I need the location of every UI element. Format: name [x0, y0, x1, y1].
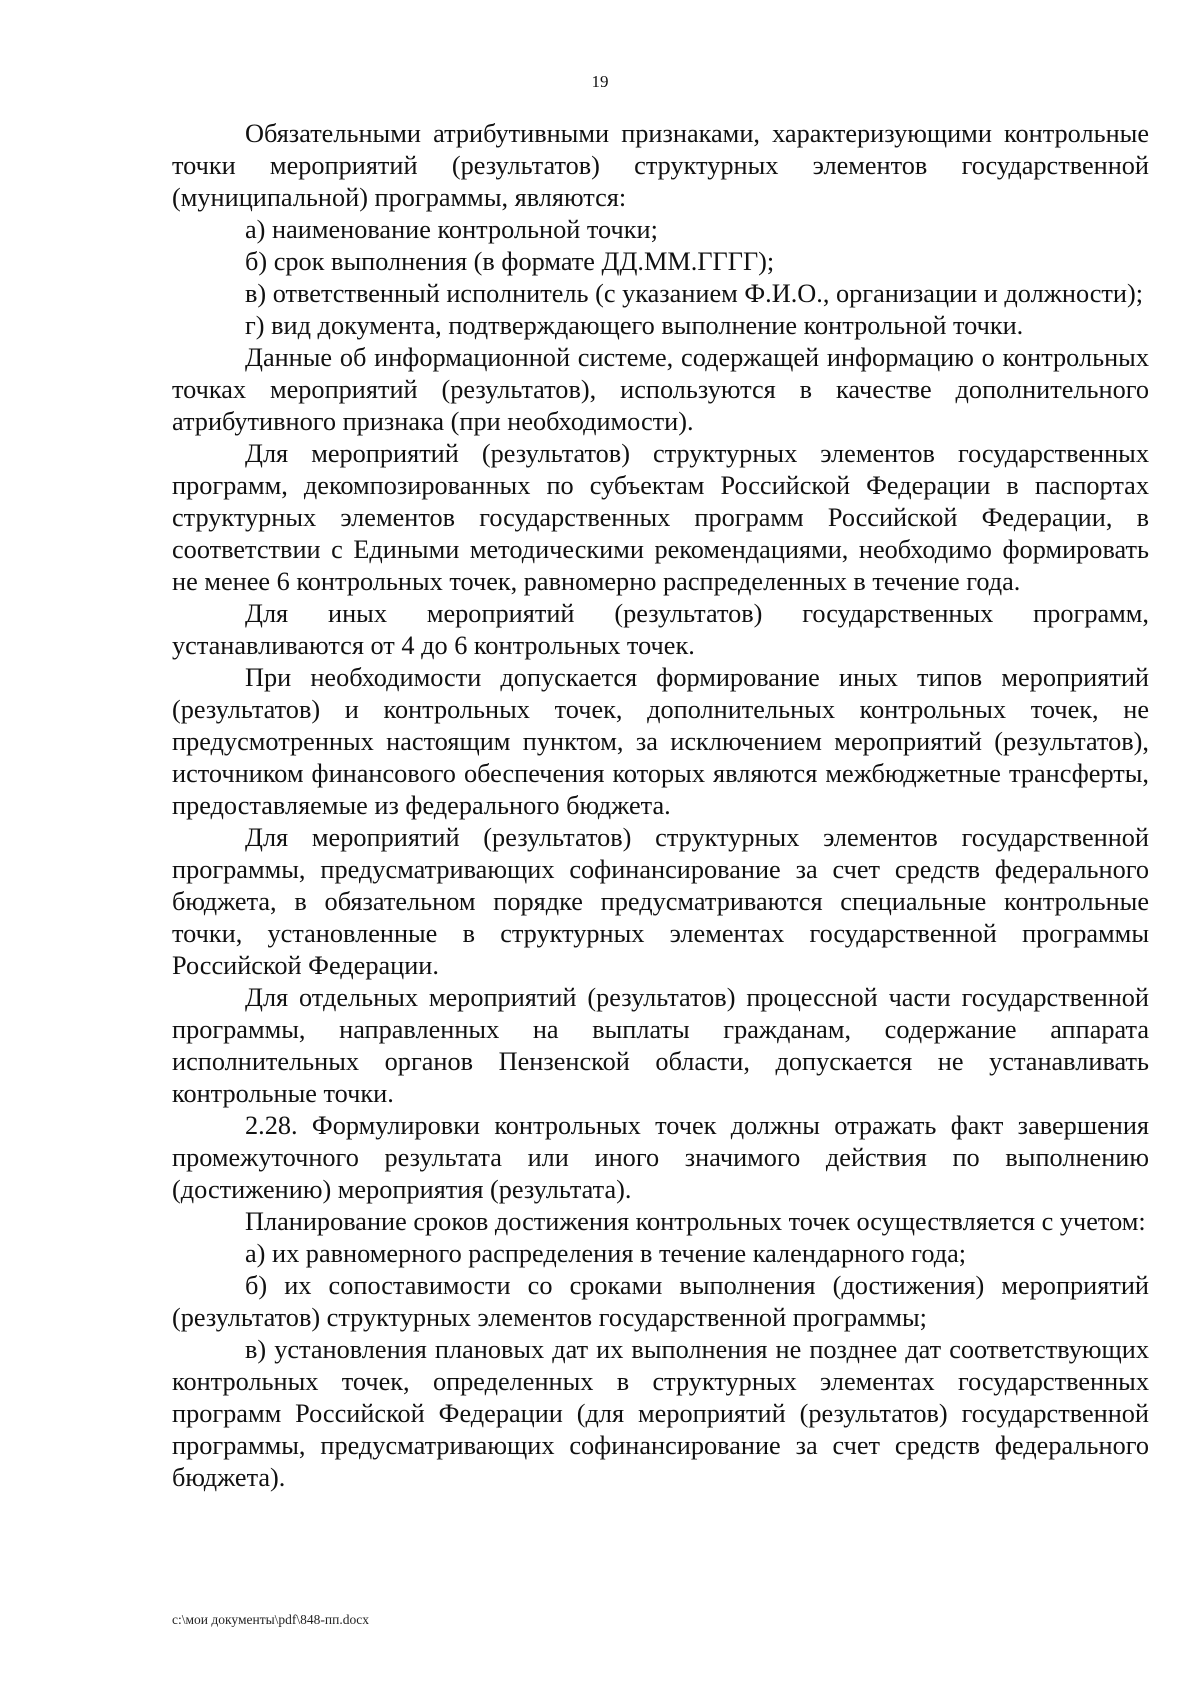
page-number: 19: [591, 72, 609, 91]
planning-item-b: б) их сопоставимости со сроками выполнения (достижения) мероприятий (результатов) структурных элементов государственной программы;: [172, 1271, 1149, 1332]
paragraph-additional-types: При необходимости допускается формирование иных типов мероприятий (результатов) и контрольных точек, дополнительных контрольных точек, не предусмотренных настоящим пунктом, за исключением мероприятий (результатов), источником финансового обеспечения которых являются межбюджетные трансферты, предоставляемые из федерального бюджета.: [172, 663, 1149, 820]
paragraph-information-system: Данные об информационной системе, содержащей информацию о контрольных точках мероприятий (результатов), используются в качестве дополнительного атрибутивного признака (при необходимости).: [172, 343, 1149, 436]
paragraph-process-part: Для отдельных мероприятий (результатов) процессной части государственной программы, направленных на выплаты гражданам, содержание аппарата исполнительных органов Пензенской области, допускается не устанавливать контрольные точки.: [172, 983, 1149, 1108]
paragraph-planning: Планирование сроков достижения контрольных точек осуществляется с учетом:: [245, 1207, 1146, 1236]
list-item-b: б) срок выполнения (в формате ДД.ММ.ГГГГ);: [245, 247, 775, 276]
list-item-v: в) ответственный исполнитель (с указанием Ф.И.О., организации и должности);: [245, 279, 1144, 308]
document-body: [172, 118, 1149, 1494]
paragraph-section-2-28: 2.28. Формулировки контрольных точек должны отражать факт завершения промежуточного результата или иного значимого действия по выполнению (достижению) мероприятия (результата).: [172, 1111, 1149, 1204]
paragraph-attributes-intro: Обязательными атрибутивными признаками, характеризующими контрольные точки мероприятий (результатов) структурных элементов государственной (муниципальной) программы, являются:: [172, 119, 1149, 212]
list-item-g: г) вид документа, подтверждающего выполнение контрольной точки.: [245, 311, 1024, 340]
paragraph-other-measures: Для иных мероприятий (результатов) государственных программ, устанавливаются от 4 до 6 контрольных точек.: [172, 599, 1149, 660]
planning-item-a: а) их равномерного распределения в течение календарного года;: [245, 1239, 967, 1268]
paragraph-decomposed-programs: Для мероприятий (результатов) структурных элементов государственных программ, декомпозированных по субъектам Российской Федерации в паспортах структурных элементов государственных программ Российской Федерации, в соответствии с Едиными методическими рекомендациями, необходимо формировать не менее 6 контрольных точек, равномерно распределенных в течение года.: [172, 439, 1149, 596]
list-item-a: а) наименование контрольной точки;: [245, 215, 658, 244]
planning-item-v: в) установления плановых дат их выполнения не позднее дат соответствующих контрольных точек, определенных в структурных элементах государственных программ Российской Федерации (для мероприятий (результатов) государственной программы, предусматривающих софинансирование за счет средств федерального бюджета).: [172, 1335, 1149, 1492]
paragraph-cofinancing: Для мероприятий (результатов) структурных элементов государственной программы, предусматривающих софинансирование за счет средств федерального бюджета, в обязательном порядке предусматриваются специальные контрольные точки, установленные в структурных элементах государственной программы Российской Федерации.: [172, 823, 1149, 980]
footer-file-path: c:\мои документы\pdf\848-пп.docx: [172, 1612, 369, 1627]
